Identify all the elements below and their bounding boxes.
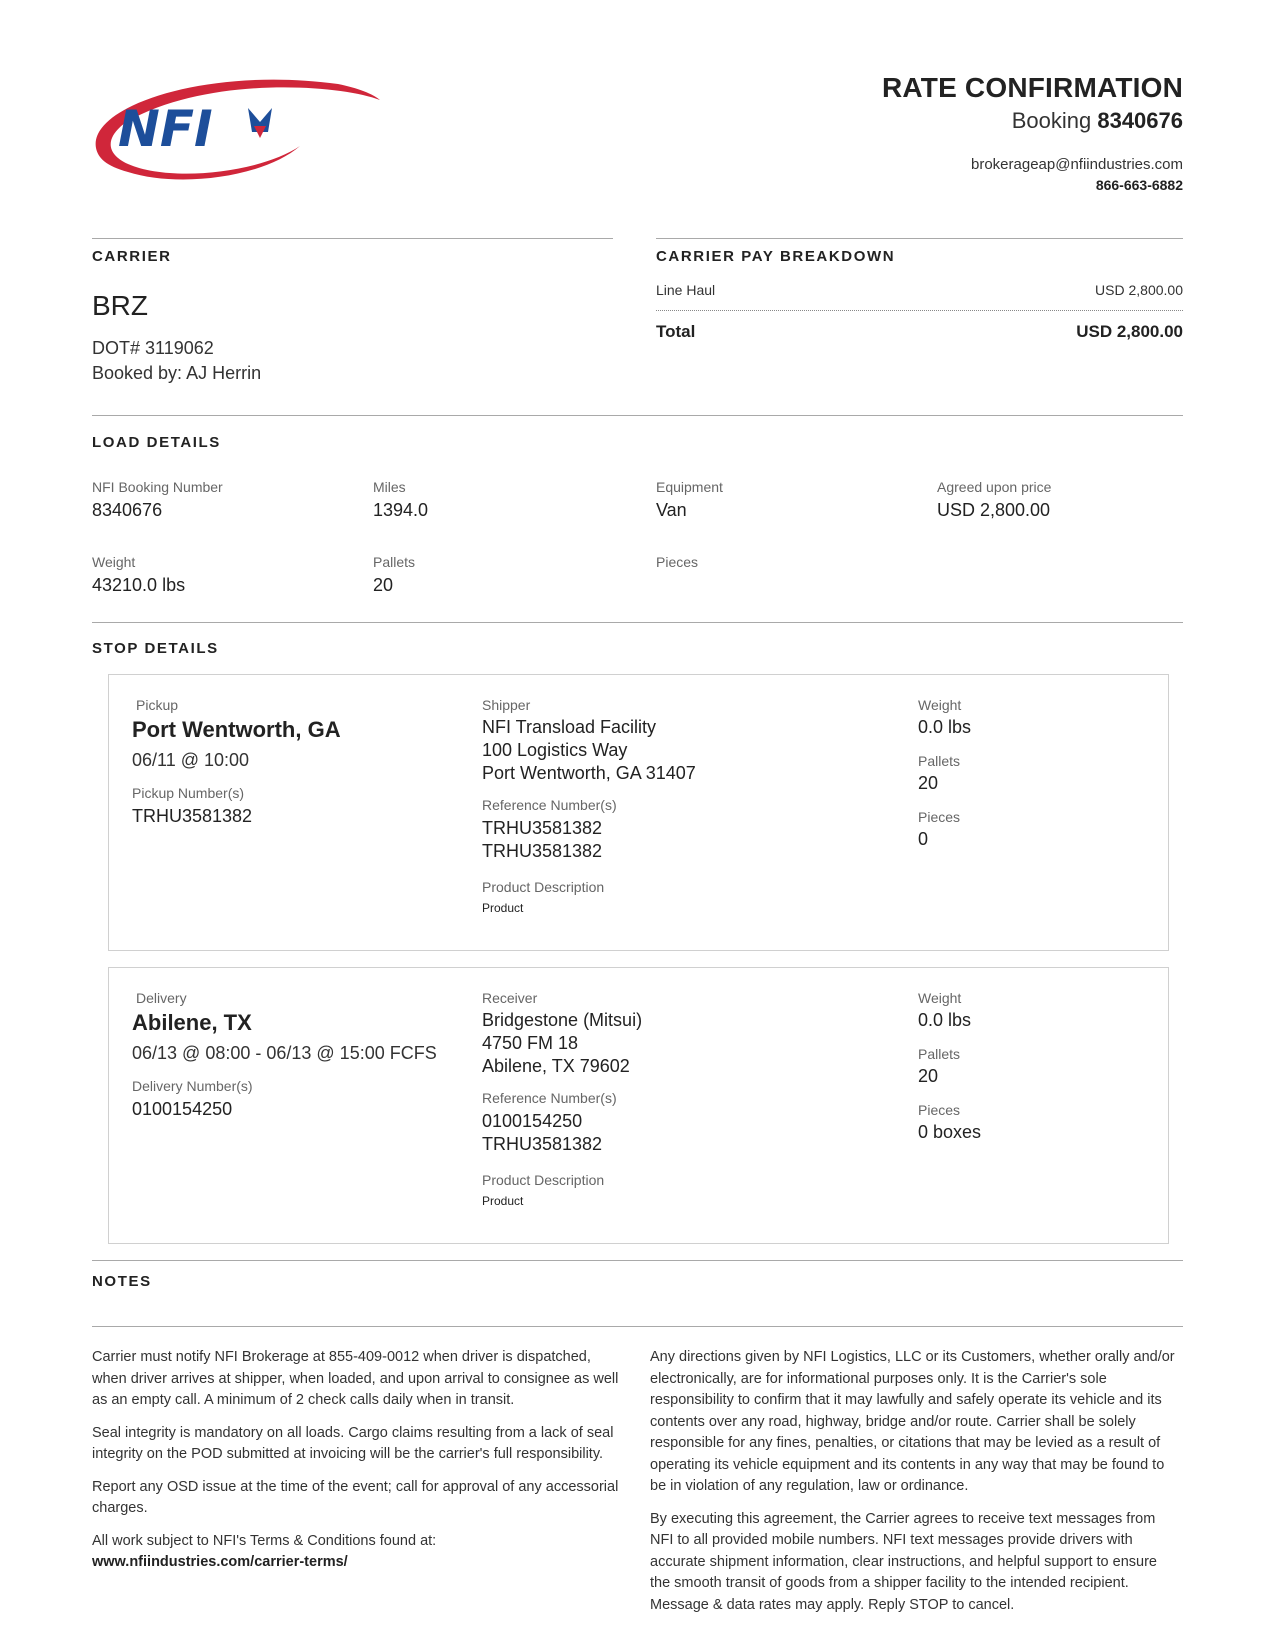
line-haul-row [656, 282, 1183, 298]
stop-number-value: 0100154250 [132, 1099, 233, 1119]
carrier-name: BRZ [92, 290, 148, 321]
load-pieces-label: Pieces [656, 554, 699, 570]
logo-text: NFI [118, 100, 213, 158]
stop-pieces-label: Pieces [918, 1102, 961, 1118]
document-title: RATE CONFIRMATION [882, 72, 1183, 103]
stop-weight-value: 0.0 lbs [918, 717, 972, 737]
party-street: 4750 FM 18 [482, 1033, 579, 1053]
pickup-stop-card [108, 674, 1169, 951]
notes-section-title: NOTES [92, 1273, 152, 1290]
load-booking-label: NFI Booking Number [92, 479, 223, 495]
load-miles-label: Miles [373, 479, 406, 495]
reference-number: 0100154250 [482, 1111, 583, 1131]
note-paragraph: By executing this agreement, the Carrier agrees to receive text messages from NFI to all provided mobile numbers. NFI text messages provide drivers with accurate shipment information, clear instructions, and helpful support to ensure the smooth transit of goods from a shipper facility to the intended recipient. Message & data rates may apply. Reply STOP to cancel. [650, 1510, 1157, 1613]
reference-number: TRHU3581382 [482, 818, 603, 838]
booking-heading [882, 108, 1183, 134]
notes-left-column [92, 1347, 622, 1574]
pay-section-title: CARRIER PAY BREAKDOWN [656, 248, 896, 265]
divider [92, 415, 1183, 416]
load-pallets-label: Pallets [373, 554, 416, 570]
note-paragraph: Seal integrity is mandatory on all loads. Cargo claims resulting from a lack of seal integrity on the POD submitted at invoicing will be the carrier's full responsibility. [92, 1424, 614, 1462]
product-label: Product Description [482, 1172, 605, 1188]
load-price-value: USD 2,800.00 [937, 500, 1051, 520]
load-pallets-value: 20 [373, 575, 394, 595]
line-haul-value: USD 2,800.00 [1095, 282, 1183, 298]
stop-weight-label: Weight [918, 990, 962, 1006]
load-weight-value: 43210.0 lbs [92, 575, 186, 595]
stop-weight-label: Weight [918, 697, 962, 713]
stop-number-value: TRHU3581382 [132, 806, 253, 826]
stop-pallets-value: 20 [918, 773, 939, 793]
note-paragraph: All work subject to NFI's Terms & Conditions found at: [92, 1532, 437, 1549]
stops-section-title: STOP DETAILS [92, 640, 219, 657]
reference-label: Reference Number(s) [482, 797, 617, 813]
product-value: Product [482, 1194, 524, 1208]
contact-phone[interactable]: 866-663-6882 [1095, 177, 1183, 193]
note-paragraph: Any directions given by NFI Logistics, LLC or its Customers, whether orally and/or electronically, are for informational purposes only. It is the Carrier's sole responsibility to confirm that it may lawfully and safely operate its vehicle and its contents over any road, highway, bridge and/or route. Carrier shall be solely responsible for any fines, penalties, or citations that may be levied as a result of operating its vehicle equipment and its contents in any way that may be found to be in violation of any regulation, law or ordinance. [650, 1349, 1175, 1494]
stop-pallets-label: Pallets [918, 1046, 961, 1062]
stop-weight-value: 0.0 lbs [918, 1010, 972, 1030]
party-city: Port Wentworth, GA 31407 [482, 763, 696, 783]
note-paragraph: Report any OSD issue at the time of the event; call for approval of any accessorial charges. [92, 1478, 619, 1516]
divider [92, 1326, 1183, 1327]
divider [656, 238, 1183, 239]
total-label: Total [656, 322, 696, 341]
party-name: NFI Transload Facility [482, 717, 657, 737]
reference-number: TRHU3581382 [482, 1134, 603, 1154]
load-miles-value: 1394.0 [373, 500, 429, 520]
party-street: 100 Logistics Way [482, 740, 628, 760]
party-city: Abilene, TX 79602 [482, 1056, 630, 1076]
stop-date: 06/11 @ 10:00 [132, 750, 250, 770]
delivery-stop-card [108, 967, 1169, 1244]
carrier-dot: DOT# 3119062 [92, 338, 214, 358]
load-equipment-value: Van [656, 500, 687, 520]
product-label: Product Description [482, 879, 605, 895]
dotted-divider [656, 310, 1183, 311]
load-price-label: Agreed upon price [937, 479, 1052, 495]
party-name: Bridgestone (Mitsui) [482, 1010, 643, 1030]
divider [92, 622, 1183, 623]
load-equipment-label: Equipment [656, 479, 723, 495]
stop-pallets-label: Pallets [918, 753, 961, 769]
total-value: USD 2,800.00 [1076, 322, 1183, 341]
booking-label: Booking [1011, 108, 1092, 133]
load-weight-label: Weight [92, 554, 136, 570]
stop-number-label: Pickup Number(s) [132, 785, 245, 801]
stop-pallets-value: 20 [918, 1066, 939, 1086]
contact-email[interactable]: brokerageap@nfiindustries.com [971, 156, 1183, 173]
stop-type-label: Delivery [136, 990, 187, 1006]
stop-pieces-label: Pieces [918, 809, 961, 825]
total-row [656, 322, 1183, 342]
stop-date: 06/13 @ 08:00 - 06/13 @ 15:00 FCFS [132, 1043, 437, 1063]
notes-right-column [650, 1347, 1180, 1627]
party-label: Receiver [482, 990, 538, 1006]
carrier-booked-by: Booked by: AJ Herrin [92, 363, 262, 383]
header-block [882, 72, 1183, 193]
stop-pieces-value: 0 [918, 829, 929, 849]
line-haul-label: Line Haul [656, 282, 716, 298]
stop-city: Port Wentworth, GA [132, 717, 341, 742]
carrier-section-title: CARRIER [92, 248, 172, 265]
reference-label: Reference Number(s) [482, 1090, 617, 1106]
stop-pieces-value: 0 boxes [918, 1122, 982, 1142]
product-value: Product [482, 901, 524, 915]
divider [92, 1260, 1183, 1261]
load-section-title: LOAD DETAILS [92, 434, 221, 451]
reference-number: TRHU3581382 [482, 841, 603, 861]
stop-number-label: Delivery Number(s) [132, 1078, 253, 1094]
stop-type-label: Pickup [136, 697, 179, 713]
note-paragraph: Carrier must notify NFI Brokerage at 855-409-0012 when driver is dispatched, when driver arrives at shipper, when loaded, and upon arrival to consignee as well as an empty call. A minimum of 2 check calls daily when in transit. [92, 1349, 619, 1408]
nfi-logo [88, 66, 388, 186]
stop-city: Abilene, TX [132, 1010, 252, 1035]
party-label: Shipper [482, 697, 531, 713]
terms-link[interactable]: www.nfiindustries.com/carrier-terms/ [92, 1554, 348, 1570]
load-booking-value: 8340676 [92, 500, 163, 520]
eagle-icon [248, 108, 272, 138]
divider [92, 238, 613, 239]
booking-number: 8340676 [1097, 108, 1183, 133]
